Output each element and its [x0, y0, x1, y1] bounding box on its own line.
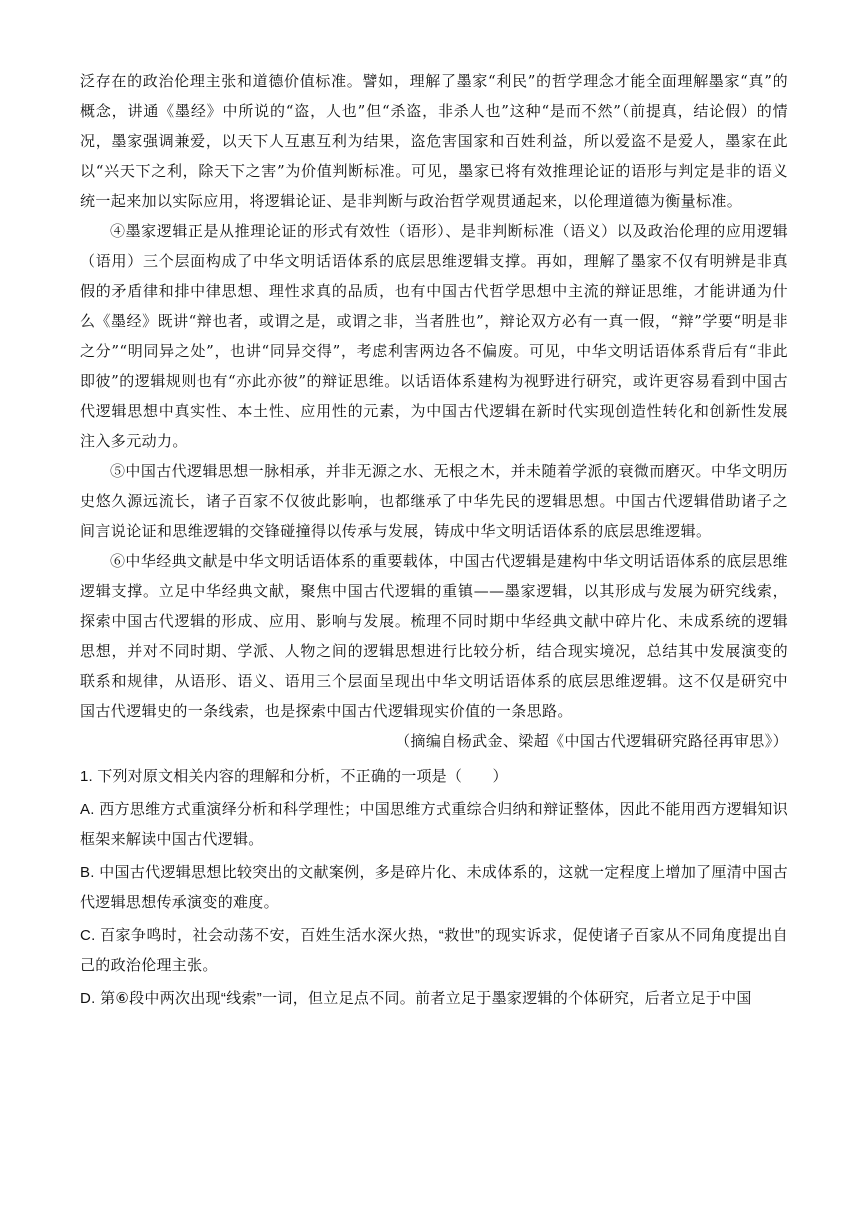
option-c: C. 百家争鸣时，社会动荡不安，百姓生活水深火热，“救世”的现实诉求，促使诸子百家从不同角度提出自己的政治伦理主张。 [80, 927, 788, 974]
question-stem: 1. 下列对原文相关内容的理解和分析，不正确的一项是（ ） [80, 768, 508, 785]
option-a: A. 西方思维方式重演绎分析和科学理性；中国思维方式重综合归纳和辩证整体，因此不能用西方逻辑知识框架来解读中国古代逻辑。 [80, 801, 788, 848]
option-d: D. 第⑥段中两次出现“线索”一词，但立足点不同。前者立足于墨家逻辑的个体研究，后者立足于中国 [80, 990, 752, 1007]
option-b: B. 中国古代逻辑思想比较突出的文献案例，多是碎片化、未成体系的，这就一定程度上增加了厘清中国古代逻辑思想传承演变的难度。 [80, 864, 788, 911]
source-citation: （摘编自杨武金、梁超《中国古代逻辑研究路径再审思》） [395, 732, 788, 750]
paragraph-5: ⑤中国古代逻辑思想一脉相承，并非无源之水、无根之木，并未随着学派的衰微而磨灭。中华文明历史悠久源远流长，诸子百家不仅彼此影响，也都继承了中华先民的逻辑思想。中国古代逻辑借助诸子之间言说论证和思维逻辑的交锋碰撞得以传承与发展，铸成中华文明话语体系的底层思维逻辑。 [80, 462, 788, 540]
paragraph-continued: 泛存在的政治伦理主张和道德价值标准。譬如，理解了墨家“利民”的哲学理念才能全面理解墨家“真”的概念，讲通《墨经》中所说的“盗，人也”但“杀盗，非杀人也”这种“是而不然”（前提真，结论假）的情况，墨家强调兼爱，以天下人互惠互利为结果，盗危害国家和百姓利益，所以爱盗不是爱人，墨家在此以“兴天下之利，除天下之害”为价值判断标准。可见，墨家已将有效推理论证的语形与判定是非的语义统一起来加以实际应用，将逻辑论证、是非判断与政治哲学观贯通起来，以伦理道德为衡量标准。 [80, 72, 788, 210]
paragraph-4: ④墨家逻辑正是从推理论证的形式有效性（语形）、是非判断标准（语义）以及政治伦理的应用逻辑（语用）三个层面构成了中华文明话语体系的底层思维逻辑支撑。再如，理解了墨家不仅有明辨是非真假的矛盾律和排中律思想、理性求真的品质，也有中国古代哲学思想中主流的辩证思维，才能讲通为什么《墨经》既讲“辩也者，或谓之是，或谓之非，当者胜也”，辩论双方必有一真一假，“辩”学要“明是非之分”“明同异之处”，也讲“同异交得”，考虑利害两边各不偏废。可见，中华文明话语体系背后有“非此即彼”的逻辑规则也有“亦此亦彼”的辩证思维。以话语体系建构为视野进行研究，或许更容易看到中国古代逻辑思想中真实性、本土性、应用性的元素，为中国古代逻辑在新时代实现创造性转化和创新性发展注入多元动力。 [80, 222, 788, 450]
paragraph-6: ⑥中华经典文献是中华文明话语体系的重要载体，中国古代逻辑是建构中华文明话语体系的底层思维逻辑支撑。立足中华经典文献，聚焦中国古代逻辑的重镇——墨家逻辑，以其形成与发展为研究线索，探索中国古代逻辑的形成、应用、影响与发展。梳理不同时期中华经典文献中碎片化、未成系统的逻辑思想，并对不同时期、学派、人物之间的逻辑思想进行比较分析，结合现实境况，总结其中发展演变的联系和规律，从语形、语义、语用三个层面呈现出中华文明话语体系的底层思维逻辑。这不仅是研究中国古代逻辑史的一条线索，也是探索中国古代逻辑现实价值的一条思路。 [80, 552, 788, 720]
